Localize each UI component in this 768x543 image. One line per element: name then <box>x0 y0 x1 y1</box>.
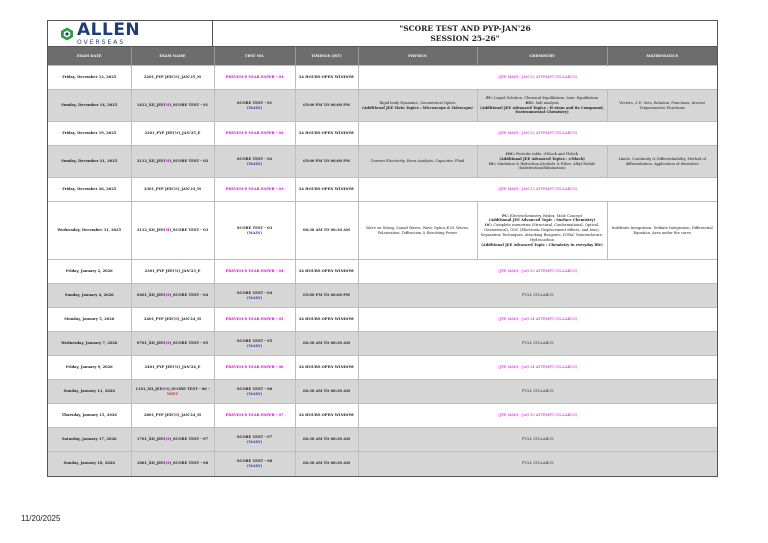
exam-code-mode: M <box>174 131 179 136</box>
exam-code-mode: M <box>165 437 170 442</box>
timing-cell: 24 HOURS OPEN WINDOW <box>295 122 358 146</box>
table-row <box>48 202 717 260</box>
table-row <box>48 178 717 202</box>
test-number: PREVIOUS YEAR PAPER - 02 <box>225 131 284 136</box>
exam-code-mode: M <box>165 103 170 108</box>
test-number-cell <box>214 452 295 476</box>
timing-cell: 06:30 AM TO 08:30 AM <box>295 380 358 404</box>
test-number: PREVIOUS YEAR PAPER - 07 <box>225 413 284 418</box>
test-number-cell <box>214 202 295 260</box>
syllabus-cell: (JEE MAIN - JAN'25 ATTEMPT SYLLABUS) <box>358 404 717 428</box>
exam-code-prefix: 0401_XII_JEE( <box>136 293 166 298</box>
test-number-cell <box>214 284 295 308</box>
test-number: SCORE TEST - 08 <box>236 458 273 463</box>
exam-name-cell <box>131 122 214 146</box>
exam-code-prefix: 2801_PYP JEE( <box>143 413 174 418</box>
exam-code-mode: M <box>173 413 178 418</box>
exam-code-mode: M <box>165 461 170 466</box>
chemistry-topics: Complete isomerism (Structural, Conformational, Optical, Geometrical), GOC (Electronic Displacement effects, and Ions), Separation Techniques, Attacking Reagents, IUPAC Nomenclature, Hydrocarbon <box>480 223 604 242</box>
test-number-cell <box>214 404 295 428</box>
exam-name-cell <box>131 260 214 284</box>
exam-name-cell <box>131 90 214 122</box>
test-number-cell <box>214 146 295 178</box>
exam-name-cell <box>131 308 214 332</box>
chemistry-label: OC: <box>488 161 497 166</box>
exam-code-prefix: 2301_PYP JEE( <box>143 187 174 192</box>
test-number: PREVIOUS YEAR PAPER - 03 <box>225 187 284 192</box>
test-mode: (MAIN) <box>246 295 263 300</box>
syllabus-cell: (JEE MAIN - JAN'23 ATTEMPT SYLLABUS) <box>358 178 717 202</box>
test-mode: (MAIN) <box>246 391 263 396</box>
exam-name-cell <box>131 452 214 476</box>
chemistry-cell <box>477 202 607 260</box>
exam-code-mode: M <box>173 317 178 322</box>
test-number: SCORE TEST - 04 <box>236 290 273 295</box>
chemistry-topics: Liquid Solution, Chemical Equilibrium, Ionic Equilibrium <box>492 95 599 100</box>
chemistry-topics: Salt analysis <box>534 100 559 105</box>
test-number-cell <box>214 90 295 122</box>
physics-cell <box>358 90 477 122</box>
test-number: SCORE TEST - 01 <box>236 100 273 105</box>
exam-date-cell: Thursday, January 15, 2026 <box>48 404 131 428</box>
exam-code-prefix: 2301_PYP JEE( <box>144 269 175 274</box>
timing-cell: 24 HOURS OPEN WINDOW <box>295 178 358 202</box>
test-mode: (MAIN) <box>246 230 263 235</box>
syllabus-cell: FULL SYLLABUS <box>358 284 717 308</box>
chemistry-topics: Periodic table, d-block and f-block <box>514 151 579 156</box>
column-header: TEST NO. <box>214 47 295 66</box>
exam-code-suffix: )_JAN'25_M <box>177 75 202 80</box>
test-mode: (MAIN) <box>246 343 263 348</box>
syllabus-cell: (JEE MAIN - JAN'25 ATTEMPT SYLLABUS) <box>358 66 717 90</box>
table-row <box>48 284 717 308</box>
timing-cell: 24 HOURS OPEN WINDOW <box>295 308 358 332</box>
physics-additional-topics: (Additional JEE Main Topics : Microscope & Telescope) <box>362 105 473 110</box>
test-number-cell <box>214 356 295 380</box>
exam-date-cell: Sunday, December 14, 2025 <box>48 90 131 122</box>
chemistry-label: PC: <box>485 95 493 100</box>
page-title <box>213 21 717 46</box>
column-header: EXAM DATE <box>48 47 131 66</box>
table-row <box>48 146 717 178</box>
schedule-sheet <box>47 20 718 477</box>
exam-code-suffix: )_JAN'23_E <box>178 269 201 274</box>
syllabus-cell: FULL SYLLABUS <box>358 380 717 404</box>
table-row <box>48 260 717 284</box>
column-header: EXAM NAME <box>131 47 214 66</box>
exam-name-cell <box>131 356 214 380</box>
test-mode: (MAIN) <box>246 105 263 110</box>
test-number-cell <box>214 66 295 90</box>
exam-code-prefix: 2401_PYP JEE( <box>143 317 174 322</box>
exam-name-cell <box>131 428 214 452</box>
chemistry-additional-topics: (Additional JEE Advanced Topic : Surface Chemistry) <box>488 218 596 223</box>
table-row <box>48 356 717 380</box>
exam-date-cell: Friday, January 2, 2026 <box>48 260 131 284</box>
exam-code-prefix: 1801_XII_JEE( <box>136 461 166 466</box>
table-row <box>48 404 717 428</box>
exam-code-suffix: )_JAN'23_M <box>177 187 202 192</box>
exam-code-suffix: )_JAN'24_M <box>177 317 202 322</box>
physics-topics: Current Electricity, Error Analysis, Capacitor, Fluid <box>370 159 465 164</box>
exam-code-suffix: )_SCORE TEST - 01 <box>169 103 209 108</box>
table-row <box>48 428 717 452</box>
mathematics-cell: Vectors, 3-D, Sets, Relation, Functions, Inverse Trigonometric Functions <box>607 90 717 122</box>
exam-date-cell: Wednesday, January 7, 2026 <box>48 332 131 356</box>
timing-cell: 24 HOURS OPEN WINDOW <box>295 260 358 284</box>
exam-date-cell: Saturday, January 17, 2026 <box>48 428 131 452</box>
table-row <box>48 332 717 356</box>
test-number: PREVIOUS YEAR PAPER - 01 <box>225 75 284 80</box>
exam-name-cell <box>131 202 214 260</box>
brand-logo <box>48 21 213 46</box>
timing-cell: 05:00 PM TO 06:00 PM <box>295 90 358 122</box>
exam-date-cell: Friday, December 12, 2025 <box>48 66 131 90</box>
exam-name-cell <box>131 332 214 356</box>
exam-code-suffix: )_SCORE TEST - 05 <box>169 341 209 346</box>
physics-cell <box>358 146 477 178</box>
timing-cell: 06:30 AM TO 08:30 AM <box>295 202 358 260</box>
brand-subtitle: OVERSEAS <box>77 38 126 46</box>
exam-date-cell: Sunday, January 11, 2026 <box>48 380 131 404</box>
table-body <box>48 66 717 476</box>
exam-code-prefix: 2201_PYP JEE( <box>143 75 174 80</box>
exam-date-cell: Friday, December 19, 2025 <box>48 122 131 146</box>
test-number-cell <box>214 380 295 404</box>
column-header: TIMINGS (IST) <box>295 47 358 66</box>
test-number-cell <box>214 428 295 452</box>
hexagon-logo-icon <box>60 27 74 41</box>
title-line-2: SESSION 25-26" <box>430 33 500 43</box>
syllabus-cell: (JEE MAIN - JAN'23 ATTEMPT SYLLABUS) <box>358 260 717 284</box>
exam-date-cell: Sunday, January 4, 2026 <box>48 284 131 308</box>
exam-code-suffix: )_SCORE TEST - 02 <box>169 159 209 164</box>
test-number: PREVIOUS YEAR PAPER - 04 <box>225 269 284 274</box>
timing-cell: 24 HOURS OPEN WINDOW <box>295 66 358 90</box>
syllabus-cell: (JEE MAIN - JAN'24 ATTEMPT SYLLABUS) <box>358 356 717 380</box>
chemistry-cell <box>477 146 607 178</box>
test-number: SCORE TEST - 07 <box>236 434 273 439</box>
exam-code-note: NEET <box>166 391 179 396</box>
exam-name-cell <box>131 404 214 428</box>
chemistry-topics: Oxidation & Reduction,Alcohols & Ether, Alkyl Halide (Substitution/Elimination) <box>496 161 596 171</box>
syllabus-cell: (JEE MAIN - JAN'25 ATTEMPT SYLLABUS) <box>358 122 717 146</box>
test-mode: (MAIN) <box>246 439 263 444</box>
exam-code-suffix: )_JAN'25_E <box>178 131 201 136</box>
chemistry-topics: Electrochemistry, Redox, Mole Concept <box>508 213 583 218</box>
exam-code-mode: M <box>165 228 170 233</box>
exam-code-prefix: 2401_PYP JEE( <box>144 365 175 370</box>
title-line-1: "SCORE TEST AND PYP-JAN'26 <box>399 24 531 34</box>
timing-cell: 05:00 PM TO 06:00 PM <box>295 284 358 308</box>
timing-cell: 06:30 AM TO 08:30 AM <box>295 452 358 476</box>
table-row <box>48 452 717 476</box>
chemistry-additional-topics: (Additional JEE Advanced Topic : Chemistry in everyday life) <box>481 242 603 247</box>
chemistry-additional-topics: (Additional JEE Advanced Topics : H-atom and its Compound, Environmental Chemistry) <box>480 105 604 115</box>
exam-name-cell <box>131 66 214 90</box>
brand-name: ALLEN <box>77 19 141 40</box>
exam-code-suffix: )_SCORE TEST - 04 <box>169 293 209 298</box>
column-header: CHEMISTRY <box>477 47 607 66</box>
physics-topics: Rigid body Dynamics, Geometrical Optics <box>379 100 456 105</box>
exam-date-cell: Monday, January 5, 2026 <box>48 308 131 332</box>
chemistry-label: IOC: <box>505 151 515 156</box>
timing-cell: 05:00 PM TO 06:00 PM <box>295 146 358 178</box>
exam-name-cell <box>131 178 214 202</box>
test-number-cell <box>214 178 295 202</box>
timing-cell: 24 HOURS OPEN WINDOW <box>295 404 358 428</box>
table-row <box>48 380 717 404</box>
test-number: SCORE TEST - 02 <box>236 156 273 161</box>
exam-code-suffix: )_SCORE TEST - 06 - <box>168 386 210 391</box>
exam-code-mode: M <box>165 293 170 298</box>
exam-code-suffix: )_SCORE TEST - 03 <box>169 228 209 233</box>
test-number-cell <box>214 332 295 356</box>
mathematics-cell: Limits, Continuity & Differentiability, Method of differentiation, Application of derivative <box>607 146 717 178</box>
mathematics-cell: Indefinite Integration, Definite Integration, Differential Equation, Area under the curve <box>607 202 717 260</box>
table-row <box>48 122 717 146</box>
print-date: 11/20/2025 <box>21 514 61 523</box>
timing-cell: 24 HOURS OPEN WINDOW <box>295 356 358 380</box>
exam-code-mode: M <box>165 159 170 164</box>
exam-code-suffix: )_JAN'24_E <box>178 365 201 370</box>
syllabus-cell: FULL SYLLABUS <box>358 452 717 476</box>
exam-date-cell: Sunday, December 21, 2025 <box>48 146 131 178</box>
chemistry-cell <box>477 90 607 122</box>
test-number: SCORE TEST - 03 <box>236 225 273 230</box>
exam-code-mode: M <box>174 269 179 274</box>
test-number: PREVIOUS YEAR PAPER - 05 <box>225 317 284 322</box>
exam-code-prefix: 2112_XII_JEE( <box>136 159 166 164</box>
exam-code-prefix: 1412_XII_JEE( <box>136 103 166 108</box>
exam-code-mode: M <box>165 341 170 346</box>
exam-code-prefix: 1701_XII_JEE( <box>136 437 166 442</box>
exam-code-prefix: 0701_XII_JEE( <box>136 341 166 346</box>
timing-cell: 06:30 AM TO 08:30 AM <box>295 428 358 452</box>
sheet-header <box>48 21 717 47</box>
test-number-cell <box>214 308 295 332</box>
table-header-row <box>48 47 717 66</box>
exam-code-mode: M <box>164 386 169 391</box>
exam-code-suffix: )_SCORE TEST - 08 <box>169 461 209 466</box>
exam-date-cell: Wednesday, December 31, 2025 <box>48 202 131 260</box>
exam-name-cell <box>131 284 214 308</box>
schedule-table <box>48 47 717 476</box>
chemistry-additional-topics: (Additional JEE Advanced Topics : s-block) <box>499 156 585 161</box>
column-header: PHYSICS <box>358 47 477 66</box>
exam-code-mode: M <box>174 365 179 370</box>
exam-code-suffix: )_JAN'24_M <box>177 413 202 418</box>
table-row <box>48 66 717 90</box>
syllabus-cell: (JEE MAIN - JAN'24 ATTEMPT SYLLABUS) <box>358 308 717 332</box>
table-row <box>48 308 717 332</box>
physics-cell <box>358 202 477 260</box>
test-number: PREVIOUS YEAR PAPER - 06 <box>225 365 284 370</box>
exam-code-prefix: 2201_PYP JEE( <box>144 131 175 136</box>
exam-date-cell: Friday, December 26, 2025 <box>48 178 131 202</box>
test-mode: (MAIN) <box>246 161 263 166</box>
exam-name-cell <box>131 146 214 178</box>
exam-date-cell: Friday, January 9, 2026 <box>48 356 131 380</box>
syllabus-cell: FULL SYLLABUS <box>358 428 717 452</box>
test-number-cell <box>214 122 295 146</box>
exam-code-prefix: 1101_XII_JEE( <box>135 386 165 391</box>
table-row <box>48 90 717 122</box>
syllabus-cell: FULL SYLLABUS <box>358 332 717 356</box>
test-number: SCORE TEST - 06 <box>236 386 273 391</box>
test-number-cell <box>214 260 295 284</box>
exam-code-mode: M <box>173 75 178 80</box>
exam-code-mode: M <box>173 187 178 192</box>
test-mode: (MAIN) <box>246 463 263 468</box>
exam-name-cell <box>131 380 214 404</box>
exam-code-suffix: )_SCORE TEST - 07 <box>169 437 209 442</box>
column-header: MATHEMATICS <box>607 47 717 66</box>
chemistry-label: OC: <box>484 223 493 228</box>
chemistry-label: PC: <box>501 213 509 218</box>
exam-code-prefix: 3112_XII_JEE( <box>136 228 166 233</box>
chemistry-label: IOC: <box>525 100 535 105</box>
exam-date-cell: Sunday, January 18, 2026 <box>48 452 131 476</box>
physics-topics: Wave on String, Sound Waves, Wave Optics,E.M. Waves, Polarisation, Diffraction & Resolving Power <box>366 225 469 235</box>
test-number: SCORE TEST - 05 <box>236 338 273 343</box>
timing-cell: 06:30 AM TO 08:30 AM <box>295 332 358 356</box>
